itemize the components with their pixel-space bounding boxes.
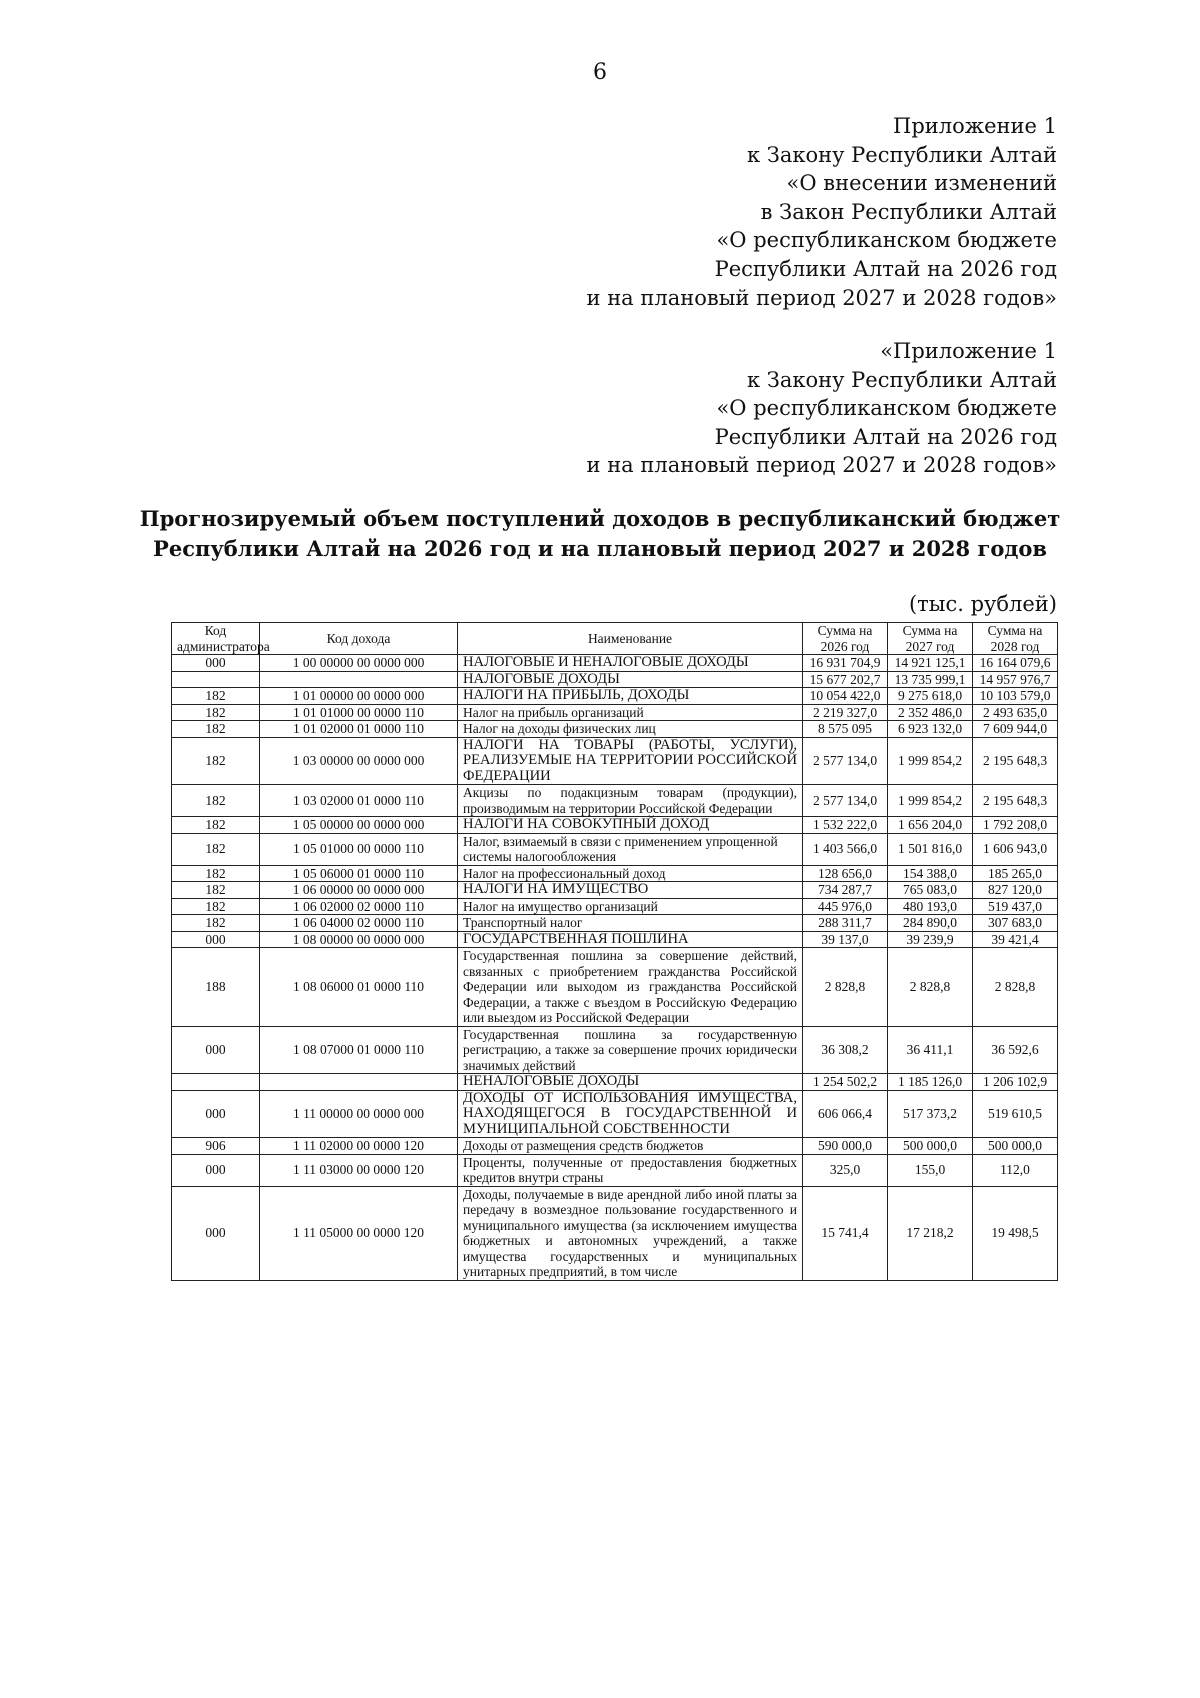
cell-sum-2026: 2 577 134,0: [803, 737, 888, 785]
table-row: [172, 1090, 1058, 1138]
cell-sum-2026: 2 577 134,0: [803, 785, 888, 817]
cell-name: ГОСУДАРСТВЕННАЯ ПОШЛИНА: [458, 931, 803, 948]
cell-sum-2026: 1 532 222,0: [803, 817, 888, 834]
cell-sum-2027: 155,0: [888, 1154, 973, 1186]
cell-code: 1 01 02000 01 0000 110: [260, 721, 458, 738]
cell-sum-2027: 1 999 854,2: [888, 737, 973, 785]
cell-admin: 182: [172, 688, 260, 705]
cell-name: НАЛОГИ НА ИМУЩЕСТВО: [458, 882, 803, 899]
cell-sum-2026: 325,0: [803, 1154, 888, 1186]
appendix-line: «О внесении изменений: [786, 171, 1057, 196]
units-label: (тыс. рублей): [908, 592, 1057, 616]
cell-code: 1 11 00000 00 0000 000: [260, 1090, 458, 1138]
cell-sum-2028: 10 103 579,0: [973, 688, 1058, 705]
cell-code: [260, 1074, 458, 1091]
header-sum-2027: Сумма на 2027 год: [888, 623, 973, 655]
cell-code: 1 06 04000 02 0000 110: [260, 915, 458, 932]
cell-code: 1 06 02000 02 0000 110: [260, 898, 458, 915]
cell-code: 1 05 06000 01 0000 110: [260, 865, 458, 882]
appendix-line: «Приложение 1: [880, 339, 1057, 363]
cell-code: 1 01 00000 00 0000 000: [260, 688, 458, 705]
cell-name: Государственная пошлина за совершение действий, связанных с приобретением гражданства Российской Федерации или выходом из гражданства Российской Федерации, а также с въездом в Российскую Федерацию или выездом из Российской Федерации: [458, 948, 803, 1027]
cell-sum-2028: 1 792 208,0: [973, 817, 1058, 834]
cell-admin: [172, 671, 260, 688]
cell-sum-2027: 13 735 999,1: [888, 671, 973, 688]
cell-sum-2028: 307 683,0: [973, 915, 1058, 932]
cell-sum-2028: 1 206 102,9: [973, 1074, 1058, 1091]
title-line: Прогнозируемый объем поступлений доходов в республиканский бюджет: [139, 506, 1061, 531]
cell-sum-2027: 36 411,1: [888, 1026, 973, 1074]
header-sum-2026: Сумма на 2026 год: [803, 623, 888, 655]
appendix-line: Республики Алтай на 2026 год: [714, 424, 1057, 449]
cell-admin: 182: [172, 833, 260, 865]
cell-sum-2027: 9 275 618,0: [888, 688, 973, 705]
cell-name: НАЛОГОВЫЕ И НЕНАЛОГОВЫЕ ДОХОДЫ: [458, 655, 803, 672]
table-row: [172, 948, 1058, 1027]
table-row: [172, 1154, 1058, 1186]
appendix-line: к Закону Республики Алтай: [746, 142, 1057, 167]
table-row: [172, 721, 1058, 738]
cell-admin: [172, 1074, 260, 1091]
cell-admin: 000: [172, 1026, 260, 1074]
cell-sum-2026: 36 308,2: [803, 1026, 888, 1074]
page-number: 6: [593, 60, 607, 85]
cell-sum-2027: 2 352 486,0: [888, 704, 973, 721]
appendix-line: и на плановый период 2027 и 2028 годов»: [586, 285, 1057, 310]
appendix-line: в Закон Республики Алтай: [760, 199, 1057, 224]
cell-code: 1 01 01000 00 0000 110: [260, 704, 458, 721]
appendix-header: [587, 112, 1057, 312]
cell-sum-2026: 2 828,8: [803, 948, 888, 1027]
cell-name: НАЛОГИ НА ТОВАРЫ (РАБОТЫ, УСЛУГИ), РЕАЛИЗУЕМЫЕ НА ТЕРРИТОРИИ РОССИЙСКОЙ ФЕДЕРАЦИИ: [458, 737, 803, 785]
cell-sum-2026: 1 254 502,2: [803, 1074, 888, 1091]
cell-admin: 182: [172, 721, 260, 738]
cell-sum-2027: 500 000,0: [888, 1138, 973, 1155]
cell-admin: 188: [172, 948, 260, 1027]
table-row: [172, 833, 1058, 865]
cell-admin: 182: [172, 737, 260, 785]
cell-code: 1 08 07000 01 0000 110: [260, 1026, 458, 1074]
cell-admin: 182: [172, 817, 260, 834]
table-row: [172, 898, 1058, 915]
cell-name: Проценты, полученные от предоставления бюджетных кредитов внутри страны: [458, 1154, 803, 1186]
cell-sum-2027: 17 218,2: [888, 1186, 973, 1280]
cell-code: 1 11 03000 00 0000 120: [260, 1154, 458, 1186]
table-row: [172, 1026, 1058, 1074]
table-row: [172, 1138, 1058, 1155]
cell-admin: 000: [172, 931, 260, 948]
cell-name: Доходы от размещения средств бюджетов: [458, 1138, 803, 1155]
appendix-line: и на плановый период 2027 и 2028 годов»: [586, 453, 1057, 478]
cell-name: Налог на прибыль организаций: [458, 704, 803, 721]
header-name: Наименование: [458, 623, 803, 655]
cell-sum-2027: 1 185 126,0: [888, 1074, 973, 1091]
table-row: [172, 1186, 1058, 1280]
cell-code: 1 03 02000 01 0000 110: [260, 785, 458, 817]
cell-sum-2028: 112,0: [973, 1154, 1058, 1186]
cell-sum-2026: 2 219 327,0: [803, 704, 888, 721]
cell-name: Налог, взимаемый в связи с применением упрощенной системы налогообложения: [458, 833, 803, 865]
table-row: [172, 931, 1058, 948]
cell-code: 1 11 02000 00 0000 120: [260, 1138, 458, 1155]
title-line: Республики Алтай на 2026 год и на плановый период 2027 и 2028 годов: [153, 536, 1047, 561]
table-row: [172, 737, 1058, 785]
cell-admin: 182: [172, 865, 260, 882]
appendix-line: к Закону Республики Алтай: [746, 367, 1057, 392]
header-income-code: Код дохода: [260, 623, 458, 655]
cell-sum-2028: 185 265,0: [973, 865, 1058, 882]
appendix-line: Республики Алтай на 2026 год: [714, 256, 1057, 281]
cell-admin: 000: [172, 1090, 260, 1138]
document-title: [0, 504, 1200, 564]
revenue-table: [171, 622, 1058, 1281]
table-row: [172, 655, 1058, 672]
cell-code: 1 08 06000 01 0000 110: [260, 948, 458, 1027]
cell-sum-2027: 39 239,9: [888, 931, 973, 948]
header-sum-2028: Сумма на 2028 год: [973, 623, 1058, 655]
cell-sum-2026: 590 000,0: [803, 1138, 888, 1155]
cell-sum-2028: 39 421,4: [973, 931, 1058, 948]
table-row: [172, 817, 1058, 834]
cell-code: 1 05 00000 00 0000 000: [260, 817, 458, 834]
cell-name: Доходы, получаемые в виде арендной либо иной платы за передачу в возмездное пользование государственного и муниципального имущества (за исключением имущества бюджетных и автономных учреждений, а также имущества государственных и муниципальных унитарных предприятий, в том числе: [458, 1186, 803, 1280]
cell-code: 1 03 00000 00 0000 000: [260, 737, 458, 785]
cell-sum-2026: 288 311,7: [803, 915, 888, 932]
cell-name: НАЛОГОВЫЕ ДОХОДЫ: [458, 671, 803, 688]
header-admin-code: Код администратора: [172, 623, 260, 655]
cell-sum-2028: 500 000,0: [973, 1138, 1058, 1155]
cell-admin: 182: [172, 704, 260, 721]
cell-name: ДОХОДЫ ОТ ИСПОЛЬЗОВАНИЯ ИМУЩЕСТВА, НАХОДЯЩЕГОСЯ В ГОСУДАРСТВЕННОЙ И МУНИЦИПАЛЬНОЙ СОБСТВЕННОСТИ: [458, 1090, 803, 1138]
cell-name: Налог на имущество организаций: [458, 898, 803, 915]
cell-admin: 182: [172, 882, 260, 899]
cell-sum-2027: 2 828,8: [888, 948, 973, 1027]
cell-sum-2026: 15 741,4: [803, 1186, 888, 1280]
table-row: [172, 882, 1058, 899]
table-row: [172, 671, 1058, 688]
cell-code: 1 11 05000 00 0000 120: [260, 1186, 458, 1280]
cell-sum-2026: 15 677 202,7: [803, 671, 888, 688]
cell-sum-2026: 39 137,0: [803, 931, 888, 948]
cell-sum-2028: 14 957 976,7: [973, 671, 1058, 688]
cell-sum-2028: 19 498,5: [973, 1186, 1058, 1280]
cell-sum-2028: 2 828,8: [973, 948, 1058, 1027]
table-row: [172, 704, 1058, 721]
cell-sum-2028: 7 609 944,0: [973, 721, 1058, 738]
cell-admin: 182: [172, 915, 260, 932]
cell-code: 1 05 01000 00 0000 110: [260, 833, 458, 865]
cell-sum-2028: 2 493 635,0: [973, 704, 1058, 721]
cell-name: Акцизы по подакцизным товарам (продукции), производимым на территории Российской Федерации: [458, 785, 803, 817]
cell-sum-2028: 519 610,5: [973, 1090, 1058, 1138]
cell-sum-2027: 1 999 854,2: [888, 785, 973, 817]
cell-sum-2027: 765 083,0: [888, 882, 973, 899]
table-row: [172, 915, 1058, 932]
table-row: [172, 1074, 1058, 1091]
cell-sum-2027: 14 921 125,1: [888, 655, 973, 672]
cell-code: 1 06 00000 00 0000 000: [260, 882, 458, 899]
cell-sum-2027: 6 923 132,0: [888, 721, 973, 738]
cell-sum-2026: 10 054 422,0: [803, 688, 888, 705]
cell-sum-2026: 1 403 566,0: [803, 833, 888, 865]
cell-name: НЕНАЛОГОВЫЕ ДОХОДЫ: [458, 1074, 803, 1091]
cell-name: Налог на доходы физических лиц: [458, 721, 803, 738]
cell-sum-2026: 734 287,7: [803, 882, 888, 899]
cell-admin: 182: [172, 898, 260, 915]
cell-sum-2026: 8 575 095: [803, 721, 888, 738]
cell-name: НАЛОГИ НА СОВОКУПНЫЙ ДОХОД: [458, 817, 803, 834]
cell-sum-2028: 2 195 648,3: [973, 737, 1058, 785]
cell-code: [260, 671, 458, 688]
cell-sum-2028: 519 437,0: [973, 898, 1058, 915]
cell-name: Налог на профессиональный доход: [458, 865, 803, 882]
cell-admin: 000: [172, 1154, 260, 1186]
table-row: [172, 785, 1058, 817]
appendix-line: «О республиканском бюджете: [716, 228, 1057, 253]
cell-sum-2026: 445 976,0: [803, 898, 888, 915]
cell-sum-2027: 284 890,0: [888, 915, 973, 932]
table-row: [172, 688, 1058, 705]
table-header-row: [172, 623, 1058, 655]
cell-name: Транспортный налог: [458, 915, 803, 932]
cell-sum-2027: 1 501 816,0: [888, 833, 973, 865]
cell-sum-2027: 154 388,0: [888, 865, 973, 882]
cell-sum-2028: 1 606 943,0: [973, 833, 1058, 865]
cell-code: 1 00 00000 00 0000 000: [260, 655, 458, 672]
cell-sum-2026: 606 066,4: [803, 1090, 888, 1138]
cell-sum-2026: 128 656,0: [803, 865, 888, 882]
cell-admin: 000: [172, 655, 260, 672]
cell-sum-2028: 2 195 648,3: [973, 785, 1058, 817]
cell-sum-2027: 517 373,2: [888, 1090, 973, 1138]
cell-sum-2027: 1 656 204,0: [888, 817, 973, 834]
cell-admin: 182: [172, 785, 260, 817]
cell-sum-2026: 16 931 704,9: [803, 655, 888, 672]
cell-admin: 000: [172, 1186, 260, 1280]
cell-sum-2028: 16 164 079,6: [973, 655, 1058, 672]
appendix-quoted-header: [587, 337, 1057, 480]
cell-sum-2028: 827 120,0: [973, 882, 1058, 899]
cell-sum-2028: 36 592,6: [973, 1026, 1058, 1074]
table-row: [172, 865, 1058, 882]
appendix-line: «О республиканском бюджете: [716, 396, 1057, 421]
cell-name: НАЛОГИ НА ПРИБЫЛЬ, ДОХОДЫ: [458, 688, 803, 705]
cell-sum-2027: 480 193,0: [888, 898, 973, 915]
cell-admin: 906: [172, 1138, 260, 1155]
cell-code: 1 08 00000 00 0000 000: [260, 931, 458, 948]
cell-name: Государственная пошлина за государственную регистрацию, а также за совершение прочих юридически значимых действий: [458, 1026, 803, 1074]
appendix-line: Приложение 1: [893, 114, 1057, 138]
